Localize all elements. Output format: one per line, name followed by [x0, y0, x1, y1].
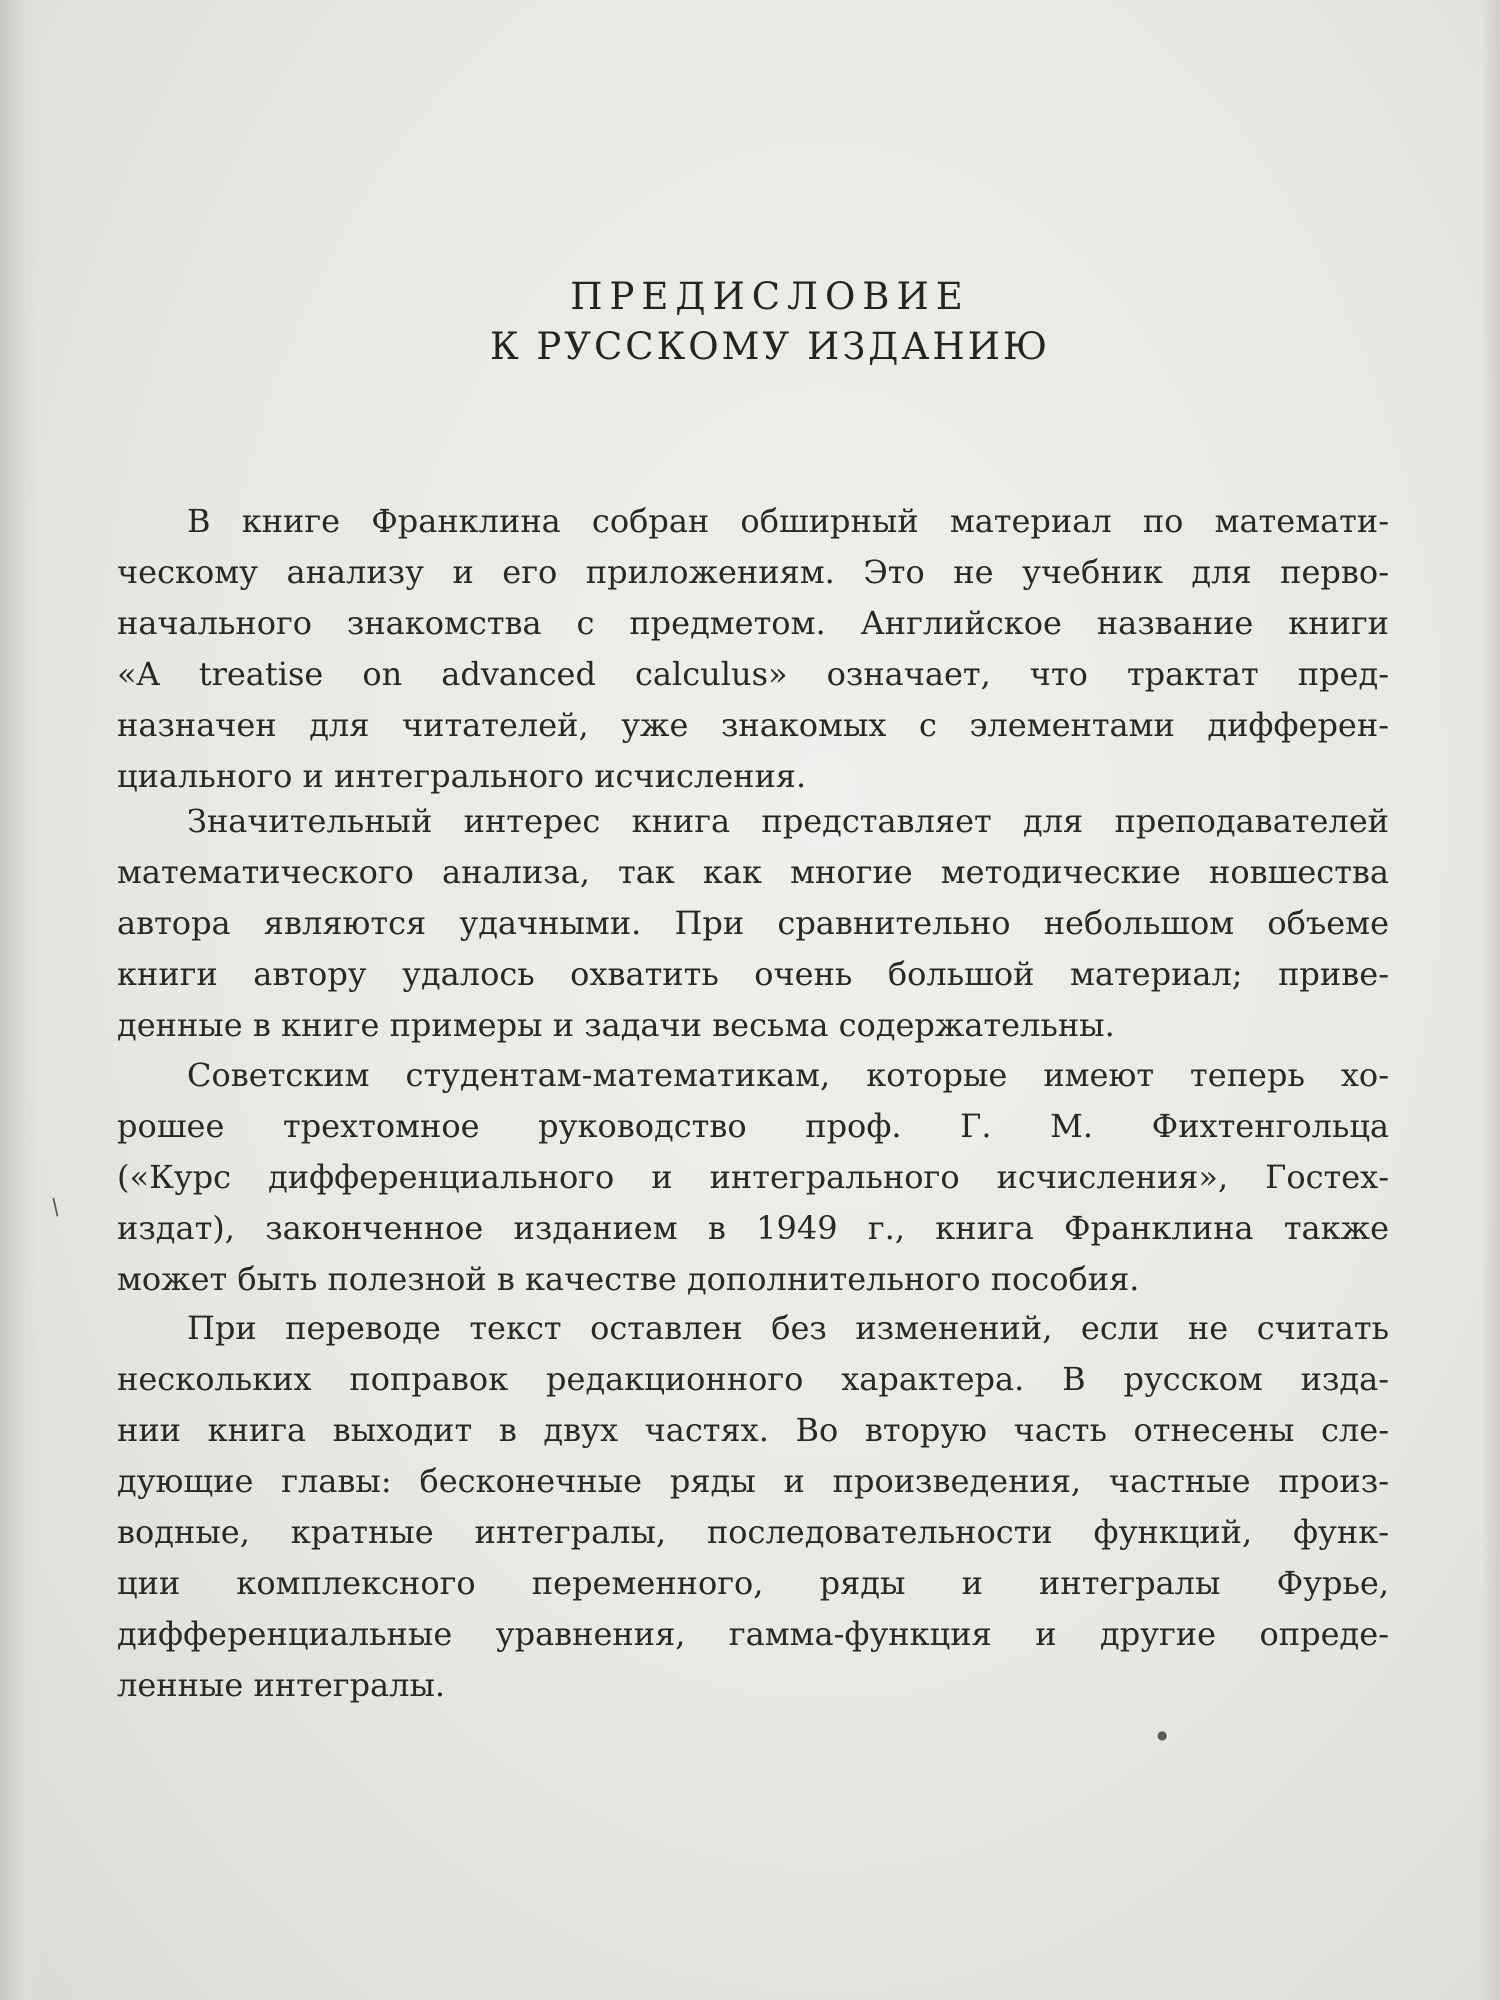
paragraph-line: нии книга выходит в двух частях. Во вторую часть отнесены сле-	[117, 1411, 1389, 1449]
paragraph-line: автора являются удачными. При сравнительно небольшом объеме	[117, 904, 1389, 942]
paragraph-line: может быть полезной в качестве дополнительного пособия.	[117, 1260, 1140, 1298]
paragraph-line: водные, кратные интегралы, последовательности функций, функ-	[117, 1513, 1389, 1551]
paragraph-line: ческому анализу и его приложениям. Это не учебник для перво-	[117, 553, 1389, 591]
paragraph-4	[117, 1303, 1389, 1711]
paragraph-line: дующие главы: бесконечные ряды и произведения, частные произ-	[117, 1462, 1389, 1500]
paragraph-line: назначен для читателей, уже знакомых с элементами дифферен-	[117, 706, 1389, 744]
paragraph-1	[117, 496, 1389, 802]
paragraph-line: При переводе текст оставлен без изменений, если не считать	[187, 1309, 1389, 1347]
paragraph-line: нескольких поправок редакционного характера. В русском изда-	[117, 1360, 1389, 1398]
paragraph-line: «A treatise on advanced calculus» означает, что трактат пред-	[117, 655, 1389, 693]
paragraph-line: Советским студентам-математикам, которые имеют теперь хо-	[187, 1056, 1389, 1094]
paragraph-line: ленные интегралы.	[117, 1666, 446, 1704]
pencil-mark: /	[46, 1194, 66, 1221]
paragraph-line: рошее трехтомное руководство проф. Г. М. Фихтенгольца	[117, 1107, 1389, 1145]
paragraph-line: начального знакомства с предметом. Английское название книги	[117, 604, 1389, 642]
paragraph-line: дифференциальные уравнения, гамма-функция и другие опреде-	[117, 1615, 1389, 1653]
paragraph-line: книги автору удалось охватить очень большой материал; приве-	[117, 955, 1389, 993]
page-title-line-2: К РУССКОМУ ИЗДАНИЮ	[489, 325, 1051, 368]
speck-dot: ●	[1157, 1728, 1168, 1742]
paragraph-3	[117, 1050, 1389, 1305]
paragraph-line: денные в книге примеры и задачи весьма содержательны.	[117, 1006, 1115, 1044]
page-title-line-1: ПРЕДИСЛОВИЕ	[570, 275, 970, 318]
paragraph-line: В книге Франклина собран обширный материал по математи-	[187, 502, 1389, 540]
paragraph-line: ции комплексного переменного, ряды и интегралы Фурье,	[117, 1564, 1389, 1602]
paragraph-line: Значительный интерес книга представляет для преподавателей	[187, 802, 1389, 840]
paragraph-line: циального и интегрального исчисления.	[117, 757, 807, 795]
paragraph-line: математического анализа, так как многие методические новшества	[117, 853, 1389, 891]
paragraph-2	[117, 796, 1389, 1051]
paragraph-line: издат), законченное изданием в 1949 г., книга Франклина также	[117, 1209, 1389, 1247]
paragraph-line: («Курс дифференциального и интегрального исчисления», Гостех-	[117, 1158, 1389, 1196]
